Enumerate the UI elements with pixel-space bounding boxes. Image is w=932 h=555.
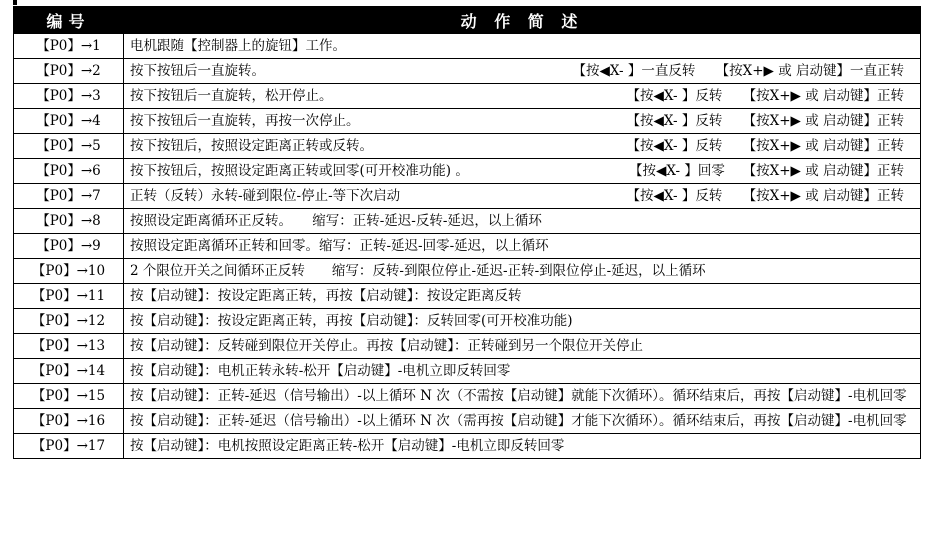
- row-id: 【P0】→13: [14, 334, 124, 359]
- row-desc: 按下按钮后一直旋转，再按一次停止。: [130, 113, 360, 129]
- row-id: 【P0】→14: [14, 359, 124, 384]
- row-desc: 按【启动键】：电机按照设定距离正转-松开【启动键】-电机立即反转回零: [130, 438, 565, 454]
- top-mark: [13, 0, 17, 5]
- table-row: [14, 259, 921, 284]
- row-desc: 按照设定距离循环正转和回零。缩写：正转-延迟-回零-延迟，以上循环: [130, 238, 549, 254]
- row-desc-cell: [124, 359, 921, 384]
- table-row: [14, 409, 921, 434]
- row-ops: 【按◀X- 】回零 【按X+▶ 或 启动键】正转: [628, 163, 904, 179]
- row-ops: 【按◀X- 】反转 【按X+▶ 或 启动键】正转: [626, 88, 904, 104]
- row-desc: 按下按钮后，按照设定距离正转或回零(可开校准功能) 。: [130, 163, 469, 179]
- row-desc: 按下按钮后一直旋转，松开停止。: [130, 88, 333, 104]
- row-desc-cell: [124, 384, 921, 409]
- row-desc-cell: [124, 284, 921, 309]
- header-desc: 动 作 简 述: [124, 7, 921, 34]
- row-id: 【P0】→17: [14, 434, 124, 459]
- header-row: [14, 7, 921, 34]
- table-row: [14, 159, 921, 184]
- row-desc: 按下按钮后，按照设定距离正转或反转。: [130, 138, 373, 154]
- table-row: [14, 384, 921, 409]
- row-desc-cell: [124, 59, 921, 84]
- row-id: 【P0】→9: [14, 234, 124, 259]
- row-id: 【P0】→8: [14, 209, 124, 234]
- action-table: [13, 6, 921, 459]
- row-id: 【P0】→1: [14, 34, 124, 59]
- row-desc-cell: [124, 334, 921, 359]
- row-ops: 【按◀X- 】反转 【按X+▶ 或 启动键】正转: [626, 188, 904, 204]
- row-id: 【P0】→5: [14, 134, 124, 159]
- row-id: 【P0】→7: [14, 184, 124, 209]
- row-desc-cell: [124, 209, 921, 234]
- row-desc-cell: [124, 184, 921, 209]
- row-desc: 电机跟随【控制器上的旋钮】工作。: [130, 38, 346, 54]
- row-desc-cell: [124, 84, 921, 109]
- table-row: [14, 284, 921, 309]
- row-desc: 按【启动键】：正转-延迟（信号输出）-以上循环 N 次（需再按【启动键】才能下次循环）。循环结束后，再按【启动键】-电机回零: [130, 413, 907, 429]
- row-ops: 【按◀X- 】反转 【按X+▶ 或 启动键】正转: [626, 138, 904, 154]
- row-desc: 正转（反转）永转-碰到限位-停止-等下次启动: [130, 188, 401, 204]
- row-desc-cell: [124, 109, 921, 134]
- header-id: 编号: [14, 7, 124, 34]
- row-desc: 按【启动键】：反转碰到限位开关停止。再按【启动键】：正转碰到另一个限位开关停止: [130, 338, 643, 354]
- table-row: [14, 234, 921, 259]
- row-ops: 【按◀X- 】一直反转 【按X+▶ 或 启动键】一直正转: [572, 63, 904, 79]
- table-row: [14, 109, 921, 134]
- table-row: [14, 59, 921, 84]
- table-row: [14, 334, 921, 359]
- row-desc-cell: [124, 309, 921, 334]
- row-id: 【P0】→3: [14, 84, 124, 109]
- row-id: 【P0】→10: [14, 259, 124, 284]
- row-desc: 按下按钮后一直旋转。: [130, 63, 265, 79]
- table-row: [14, 309, 921, 334]
- row-desc-cell: [124, 234, 921, 259]
- row-desc-cell: [124, 434, 921, 459]
- table-row: [14, 184, 921, 209]
- row-desc-cell: [124, 409, 921, 434]
- row-id: 【P0】→11: [14, 284, 124, 309]
- row-desc-cell: [124, 159, 921, 184]
- table-row: [14, 359, 921, 384]
- row-id: 【P0】→6: [14, 159, 124, 184]
- row-id: 【P0】→16: [14, 409, 124, 434]
- table-row: [14, 34, 921, 59]
- row-desc: 按【启动键】：按设定距离正转，再按【启动键】：按设定距离反转: [130, 288, 522, 304]
- row-desc-cell: [124, 259, 921, 284]
- row-desc-cell: [124, 34, 921, 59]
- row-id: 【P0】→2: [14, 59, 124, 84]
- row-id: 【P0】→15: [14, 384, 124, 409]
- row-id: 【P0】→4: [14, 109, 124, 134]
- row-ops: 【按◀X- 】反转 【按X+▶ 或 启动键】正转: [626, 113, 904, 129]
- row-desc: 2 个限位开关之间循环正反转 缩写：反转-到限位停止-延迟-正转-到限位停止-延迟，以上循环: [130, 263, 706, 279]
- table-body: [14, 34, 921, 459]
- table-row: [14, 209, 921, 234]
- row-desc: 按照设定距离循环正反转。 缩写：正转-延迟-反转-延迟，以上循环: [130, 213, 542, 229]
- row-desc: 按【启动键】：电机正转永转-松开【启动键】-电机立即反转回零: [130, 363, 511, 379]
- table-row: [14, 84, 921, 109]
- table-row: [14, 434, 921, 459]
- table-row: [14, 134, 921, 159]
- row-id: 【P0】→12: [14, 309, 124, 334]
- row-desc-cell: [124, 134, 921, 159]
- row-desc: 按【启动键】：正转-延迟（信号输出）-以上循环 N 次（不需按【启动键】就能下次循环）。循环结束后，再按【启动键】-电机回零: [130, 388, 907, 404]
- row-desc: 按【启动键】：按设定距离正转，再按【启动键】：反转回零(可开校准功能): [130, 313, 573, 329]
